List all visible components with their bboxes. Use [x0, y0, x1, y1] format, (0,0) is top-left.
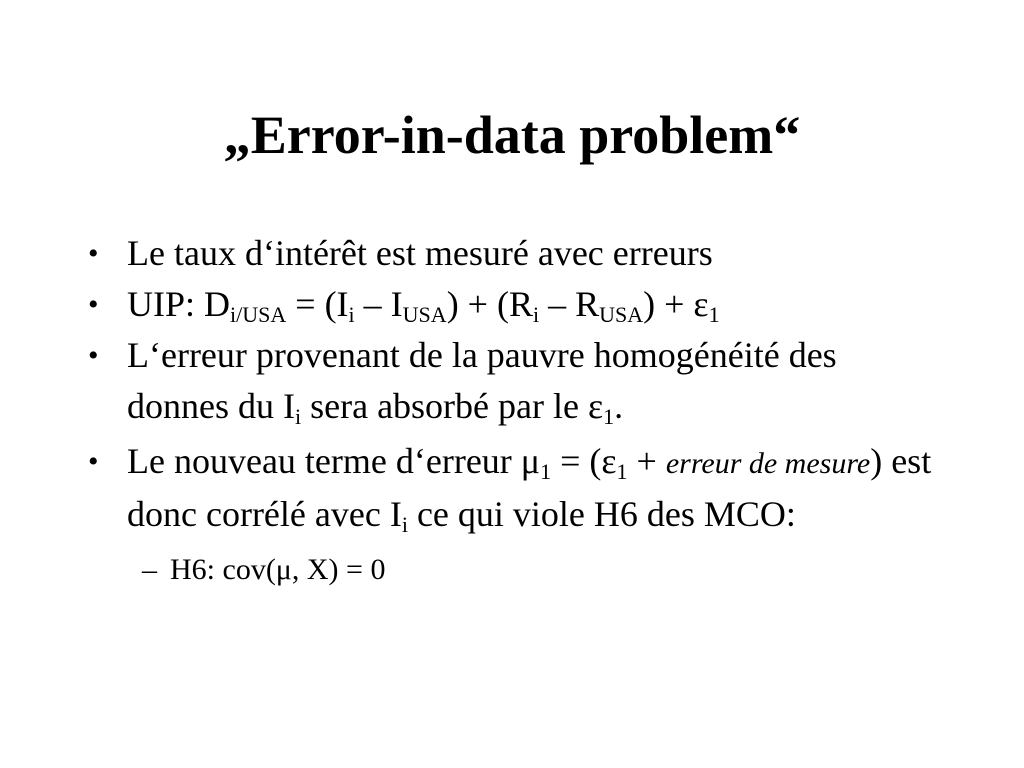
dash-icon: –: [142, 553, 157, 586]
formula-subscript: i/USA: [230, 302, 287, 327]
bullet-item-measurement-error: [88, 228, 938, 279]
bullet-icon: •: [88, 237, 99, 270]
bullet-text: Le taux d‘intérêt est mesuré avec erreurs: [127, 233, 713, 273]
bullet-text: ) est donc corrélé avec I: [127, 441, 932, 534]
formula-text: – R: [539, 284, 600, 324]
formula-subscript: i: [348, 302, 355, 327]
formula-text: UIP: D: [127, 284, 231, 324]
bullet-text: .: [614, 386, 624, 426]
bullet-subscript: i: [294, 404, 302, 429]
bullet-item-uip-formula: [88, 279, 938, 330]
bullet-subscript: 1: [603, 404, 615, 429]
bullet-subscript: 1: [616, 459, 628, 484]
italic-phrase: erreur de mesure: [665, 447, 871, 480]
bullet-text: Le nouveau terme d‘erreur μ: [127, 441, 541, 481]
bullet-item-error-absorbed: [88, 330, 938, 432]
bullet-text: L‘erreur provenant de la pauvre homogénéité des donnes du I: [127, 335, 837, 426]
formula-subscript: 1: [708, 302, 720, 327]
slide-title: „Error-in-data problem“: [223, 105, 801, 165]
bullet-text: = (ε: [551, 441, 617, 481]
bullet-list: [88, 228, 938, 594]
bullet-item-new-error-term: [88, 436, 938, 540]
formula-subscript: USA: [599, 302, 644, 327]
bullet-text: +: [627, 441, 666, 481]
formula-text: ) + (R: [446, 284, 533, 324]
bullet-subscript: i: [401, 512, 408, 537]
bullet-text: ce qui viole H6 des MCO:: [407, 494, 796, 534]
bullet-subscript: 1: [540, 459, 552, 484]
formula-text: – I: [354, 284, 403, 324]
formula-subscript: i: [532, 302, 540, 327]
bullet-icon: •: [88, 288, 99, 321]
sub-bullet-text: H6: cov(μ, X) = 0: [170, 553, 386, 586]
bullet-text: sera absorbé par le ε: [301, 386, 604, 426]
sub-bullet-item-h6: [88, 546, 938, 594]
formula-text: = (I: [286, 284, 349, 324]
bullet-icon: •: [88, 339, 99, 372]
bullet-icon: •: [88, 445, 99, 478]
formula-text: ) + ε: [643, 284, 709, 324]
formula-subscript: USA: [402, 302, 447, 327]
